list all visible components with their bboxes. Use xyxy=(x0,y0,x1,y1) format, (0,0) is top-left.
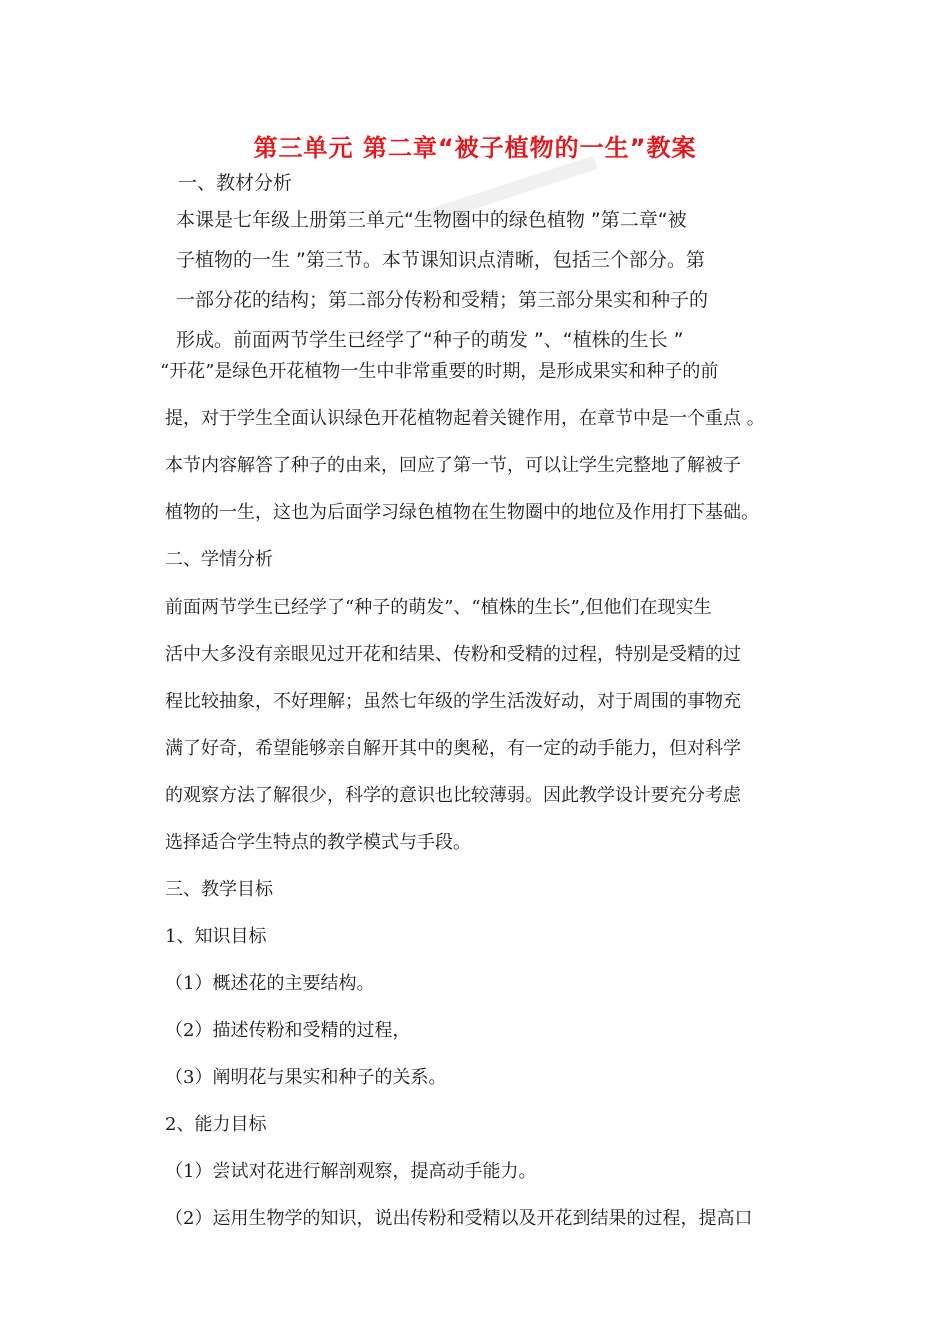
paragraph-line: 选择适合学生特点的教学模式与手段。 xyxy=(165,832,471,853)
paragraph-line: 本节内容解答了种子的由来，回应了第一节，可以让学生完整地了解被子 xyxy=(165,455,741,476)
document-title: 第三单元 第二章“被子植物的一生”教案 xyxy=(253,134,697,162)
paragraph-line: 形成。前面两节学生已经学了“种子的萌发 ”、“植株的生长 ” xyxy=(176,329,684,351)
paragraph-line: 本课是七年级上册第三单元“生物圈中的绿色植物 ”第二章“被 xyxy=(176,209,687,231)
list-item: （3）阐明花与果实和种子的关系。 xyxy=(165,1067,447,1088)
section-heading-teaching-goals: 三、教学目标 xyxy=(165,879,273,900)
paragraph-line: “开花”是绿色开花植物一生中非常重要的时期，是形成果实和种子的前 xyxy=(160,361,719,382)
list-item: （1）概述花的主要结构。 xyxy=(165,973,375,994)
paragraph-line: 一部分花的结构；第二部分传粉和受精；第三部分果实和种子的 xyxy=(176,289,709,311)
section-heading-student-analysis: 二、学情分析 xyxy=(165,549,273,570)
list-item: （2）运用生物学的知识，说出传粉和受精以及开花到结果的过程，提高口 xyxy=(165,1208,753,1229)
paragraph-line: 程比较抽象，不好理解；虽然七年级的学生活泼好动，对于周围的事物充 xyxy=(165,691,741,712)
paragraph-line: 前面两节学生已经学了“种子的萌发”、“植株的生长”,但他们在现实生 xyxy=(165,597,712,618)
subheading-knowledge-goals: 1、知识目标 xyxy=(165,926,267,947)
paragraph-line: 提，对于学生全面认识绿色开花植物起着关键作用，在章节中是一个重点 。 xyxy=(165,408,765,429)
paragraph-line: 子植物的一生 ”第三节。本节课知识点清晰，包括三个部分。第 xyxy=(176,249,705,271)
subheading-ability-goals: 2、能力目标 xyxy=(165,1114,267,1135)
textbook-analysis-sans-paragraph xyxy=(176,200,776,360)
section-heading-textbook-analysis: 一、教材分析 xyxy=(178,172,293,194)
list-item: （1）尝试对花进行解剖观察，提高动手能力。 xyxy=(165,1161,537,1182)
paragraph-line: 的观察方法了解很少，科学的意识也比较薄弱。因此教学设计要充分考虑 xyxy=(165,785,741,806)
paragraph-line: 植物的一生，这也为后面学习绿色植物在生物圈中的地位及作用打下基础。 xyxy=(165,502,759,523)
paragraph-line: 活中大多没有亲眼见过开花和结果、传粉和受精的过程，特别是受精的过 xyxy=(165,644,741,665)
paragraph-line: 满了好奇，希望能够亲自解开其中的奥秘，有一定的动手能力，但对科学 xyxy=(165,738,741,759)
list-item: （2）描述传粉和受精的过程， xyxy=(165,1020,411,1041)
